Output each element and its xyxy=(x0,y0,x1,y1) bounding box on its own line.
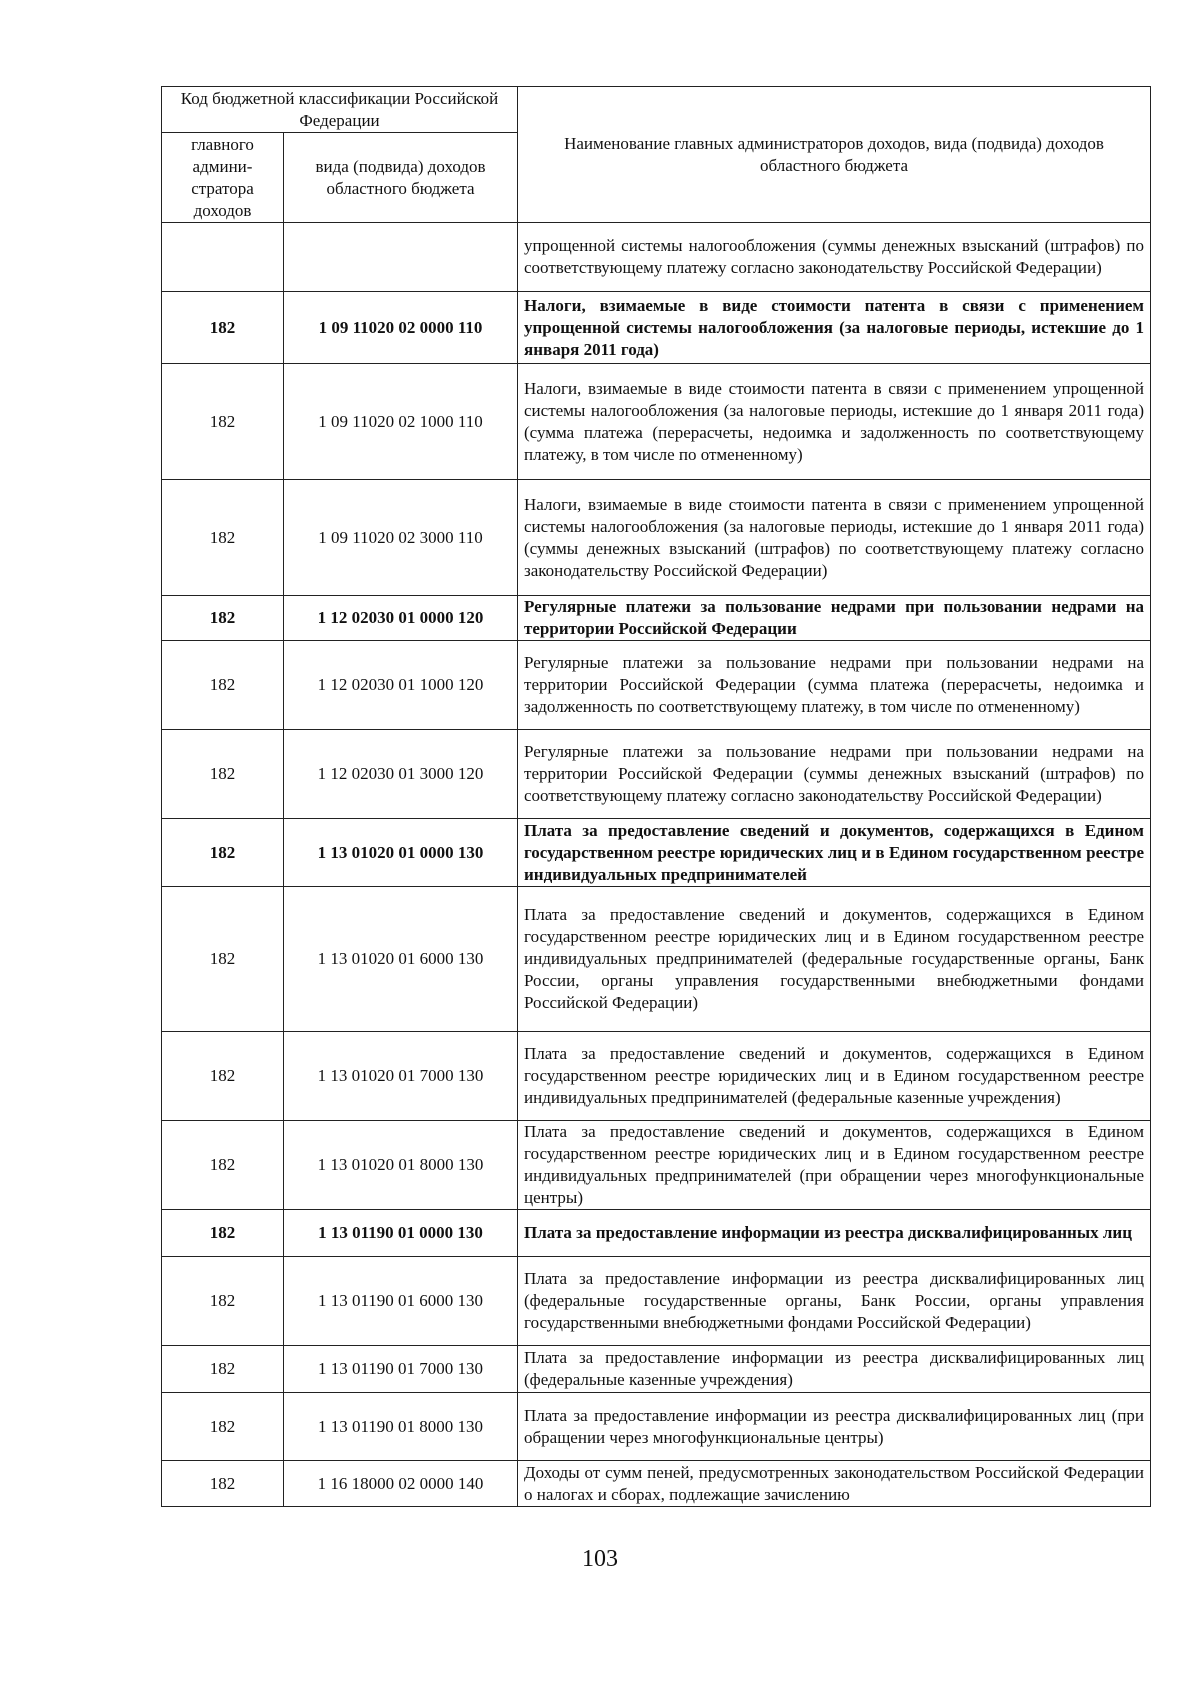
table-row xyxy=(162,819,1151,887)
income-name-cell: Регулярные платежи за пользование недрами при пользовании недрами на территории Российской Федерации (суммы денежных взысканий (штрафов) по соответствующему платежу согласно законодательству Российской Федерации) xyxy=(518,730,1151,819)
income-code-cell: 1 09 11020 02 0000 110 xyxy=(284,292,518,364)
table-row xyxy=(162,1346,1151,1393)
income-name-cell: упрощенной системы налогообложения (суммы денежных взысканий (штрафов) по соответствующему платежу согласно законодательству Российской Федерации) xyxy=(518,223,1151,292)
budget-classification-table xyxy=(161,86,1151,1507)
table-row xyxy=(162,1121,1151,1210)
admin-code-cell: 182 xyxy=(162,292,284,364)
admin-code-cell: 182 xyxy=(162,480,284,596)
income-name-cell: Плата за предоставление информации из реестра дисквалифицированных лиц (федеральные государственные органы, Банк России, органы управления государственными внебюджетными фондами Российской Федерации) xyxy=(518,1257,1151,1346)
page-number: 103 xyxy=(582,1546,618,1572)
table-row xyxy=(162,1461,1151,1507)
admin-code-cell: 182 xyxy=(162,1210,284,1257)
income-code-cell: 1 12 02030 01 0000 120 xyxy=(284,596,518,641)
income-name-cell: Доходы от сумм пеней, предусмотренных законодательством Российской Федерации о налогах и сборах, подлежащие зачислению xyxy=(518,1461,1151,1507)
header-code-group: Код бюджетной классификации Российской Федерации xyxy=(162,87,518,133)
income-code-cell: 1 16 18000 02 0000 140 xyxy=(284,1461,518,1507)
income-name-cell: Плата за предоставление сведений и документов, содержащихся в Едином государственном реестре юридических лиц и в Едином государственном реестре индивидуальных предпринимателей (федеральные казенные учреждения) xyxy=(518,1032,1151,1121)
income-code-cell: 1 09 11020 02 3000 110 xyxy=(284,480,518,596)
admin-code-cell: 182 xyxy=(162,641,284,730)
admin-code-cell: 182 xyxy=(162,364,284,480)
income-code-cell: 1 13 01190 01 0000 130 xyxy=(284,1210,518,1257)
table-row xyxy=(162,223,1151,292)
income-code-cell: 1 13 01020 01 7000 130 xyxy=(284,1032,518,1121)
table-row xyxy=(162,641,1151,730)
table-row xyxy=(162,480,1151,596)
table-row xyxy=(162,364,1151,480)
admin-code-cell: 182 xyxy=(162,1032,284,1121)
admin-code-cell: 182 xyxy=(162,596,284,641)
table-row xyxy=(162,1393,1151,1461)
income-name-cell: Плата за предоставление информации из реестра дисквалифицированных лиц xyxy=(518,1210,1151,1257)
header-income-code-column: вида (подвида) доходов областного бюджета xyxy=(284,133,518,223)
income-code-cell: 1 13 01020 01 0000 130 xyxy=(284,819,518,887)
income-name-cell: Налоги, взимаемые в виде стоимости патента в связи с применением упрощенной системы налогообложения (за налоговые периоды, истекшие до 1 января 2011 года) (суммы денежных взысканий (штрафов) по соответствующему платежу согласно законодательству Российской Федерации) xyxy=(518,480,1151,596)
admin-code-cell: 182 xyxy=(162,887,284,1032)
income-name-cell: Регулярные платежи за пользование недрами при пользовании недрами на территории Российской Федерации xyxy=(518,596,1151,641)
income-code-cell: 1 12 02030 01 1000 120 xyxy=(284,641,518,730)
admin-code-cell: 182 xyxy=(162,1346,284,1393)
table-body xyxy=(162,223,1151,1507)
income-code-cell xyxy=(284,223,518,292)
table-row xyxy=(162,1210,1151,1257)
income-code-cell: 1 09 11020 02 1000 110 xyxy=(284,364,518,480)
admin-code-cell: 182 xyxy=(162,1121,284,1210)
table-row xyxy=(162,292,1151,364)
admin-code-cell: 182 xyxy=(162,1461,284,1507)
income-name-cell: Налоги, взимаемые в виде стоимости патента в связи с применением упрощенной системы налогообложения (за налоговые периоды, истекшие до 1 января 2011 года) (сумма платежа (перерасчеты, недоимка и задолженность по соответствующему платежу, в том числе по отмененному) xyxy=(518,364,1151,480)
income-code-cell: 1 13 01020 01 8000 130 xyxy=(284,1121,518,1210)
table-row xyxy=(162,887,1151,1032)
income-code-cell: 1 13 01020 01 6000 130 xyxy=(284,887,518,1032)
admin-code-cell: 182 xyxy=(162,730,284,819)
income-name-cell: Плата за предоставление информации из реестра дисквалифицированных лиц (при обращении через многофункциональные центры) xyxy=(518,1393,1151,1461)
income-name-cell: Плата за предоставление сведений и документов, содержащихся в Едином государственном реестре юридических лиц и в Едином государственном реестре индивидуальных предпринимателей xyxy=(518,819,1151,887)
income-name-cell: Плата за предоставление информации из реестра дисквалифицированных лиц (федеральные казенные учреждения) xyxy=(518,1346,1151,1393)
admin-code-cell: 182 xyxy=(162,819,284,887)
table-row xyxy=(162,596,1151,641)
income-name-cell: Плата за предоставление сведений и документов, содержащихся в Едином государственном реестре юридических лиц и в Едином государственном реестре индивидуальных предпринимателей (при обращении через многофункциональные центры) xyxy=(518,1121,1151,1210)
table-row xyxy=(162,1032,1151,1121)
income-code-cell: 1 12 02030 01 3000 120 xyxy=(284,730,518,819)
admin-code-cell: 182 xyxy=(162,1393,284,1461)
admin-code-cell: 182 xyxy=(162,1257,284,1346)
table-row xyxy=(162,1257,1151,1346)
income-name-cell: Плата за предоставление сведений и документов, содержащихся в Едином государственном реестре юридических лиц и в Едином государственном реестре индивидуальных предпринимателей (федеральные государственные органы, Банк России, органы управления государственными внебюджетными фондами Российской Федерации) xyxy=(518,887,1151,1032)
header-name-column: Наименование главных администраторов доходов, вида (подвида) доходов областного бюджета xyxy=(518,87,1151,223)
income-name-cell: Налоги, взимаемые в виде стоимости патента в связи с применением упрощенной системы налогообложения (за налоговые периоды, истекшие до 1 января 2011 года) xyxy=(518,292,1151,364)
income-code-cell: 1 13 01190 01 6000 130 xyxy=(284,1257,518,1346)
income-code-cell: 1 13 01190 01 7000 130 xyxy=(284,1346,518,1393)
header-admin-column: главного админи-стратора доходов xyxy=(162,133,284,223)
table-row xyxy=(162,730,1151,819)
admin-code-cell xyxy=(162,223,284,292)
income-code-cell: 1 13 01190 01 8000 130 xyxy=(284,1393,518,1461)
income-name-cell: Регулярные платежи за пользование недрами при пользовании недрами на территории Российской Федерации (сумма платежа (перерасчеты, недоимка и задолженность по соответствующему платежу, в том числе по отмененному) xyxy=(518,641,1151,730)
